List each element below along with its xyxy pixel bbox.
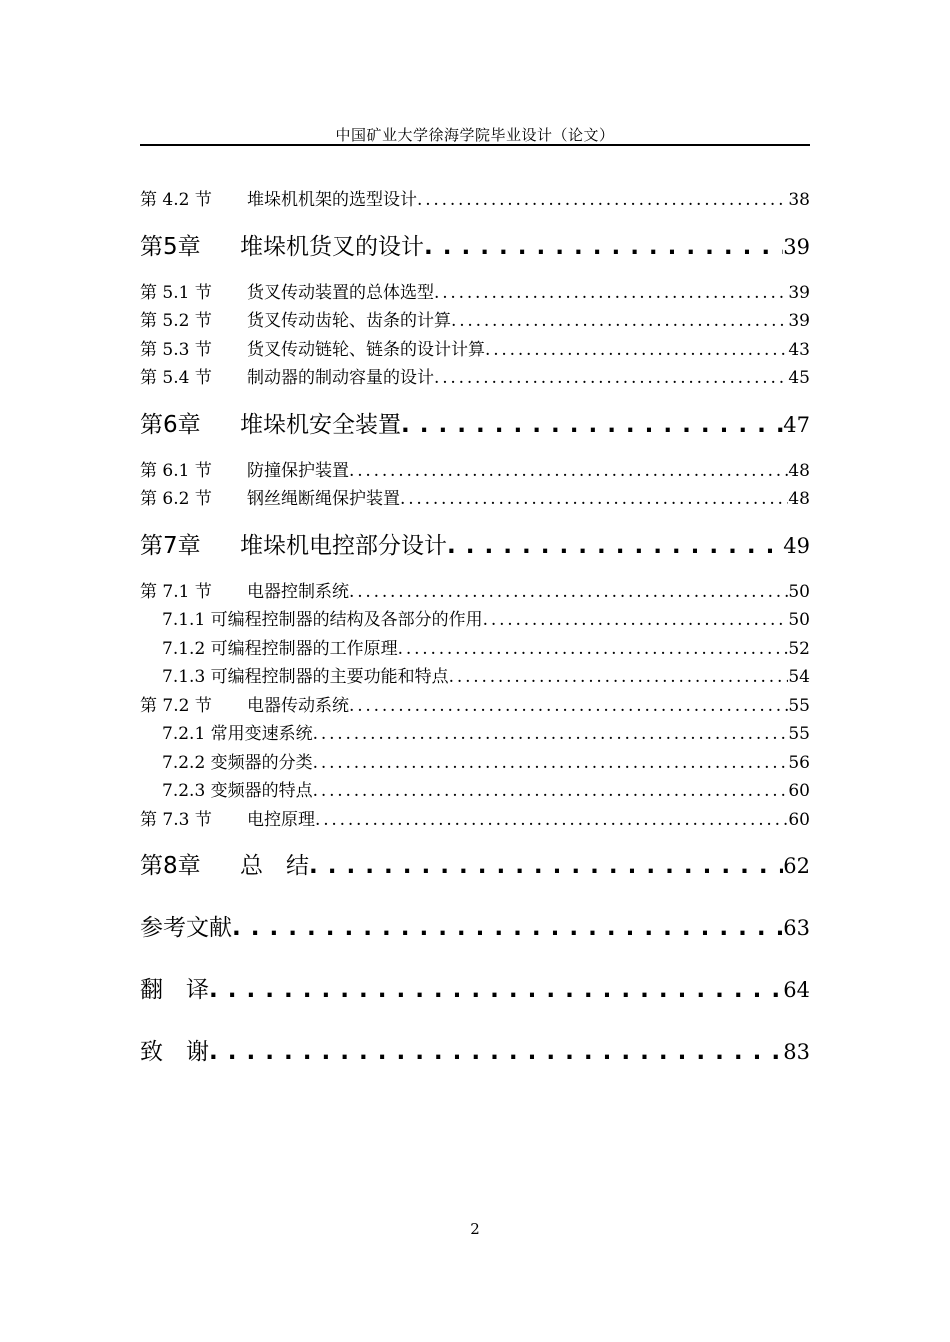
toc-subentry-7-1-3[interactable] [140,663,810,692]
toc-subentry-title: 7.2.1 常用变速系统 [162,724,313,744]
toc-entry-4-2[interactable] [140,186,810,215]
toc-subentry-title: 7.2.2 变频器的分类 [162,752,313,773]
toc-chapter-page: 47 [783,412,810,437]
toc-entry-7-1[interactable] [140,578,810,607]
toc-chapter-page: 39 [783,234,810,259]
toc-entry-title: 防撞保护装置 [247,460,349,481]
toc-entry-5-4[interactable] [140,364,810,393]
dot-leader [309,848,783,884]
running-header: 中国矿业大学徐海学院毕业设计（论文） [335,126,615,144]
dot-leader [401,407,783,443]
toc-entry-5-2[interactable] [140,307,810,336]
toc-entry-title: 堆垛机机架的选型设计 [247,190,417,210]
toc-entry-5-1[interactable] [140,279,810,308]
toc-chapter-title: 总 结 [240,853,309,879]
toc-entry-page: 38 [788,190,810,210]
toc-chapter-page: 62 [783,854,810,878]
dot-leader [451,307,788,336]
toc-references[interactable] [140,910,810,946]
toc-subentry-page: 50 [788,610,810,630]
toc-chapter-8[interactable] [140,848,810,884]
table-of-contents [140,186,810,1070]
toc-entry-page: 45 [788,368,810,388]
toc-entry-number: 第 5.1 节 [140,282,212,303]
toc-subentry-title: 7.1.1 可编程控制器的结构及各部分的作用 [162,610,483,630]
dot-leader [232,910,783,946]
toc-chapter-title: 致 谢 [140,1039,209,1065]
toc-entry-page: 48 [788,460,810,481]
dot-leader [400,485,788,514]
toc-entry-number: 第 7.2 节 [140,695,212,716]
dot-leader [434,364,788,393]
dot-leader [483,606,789,635]
toc-entry-6-1[interactable] [140,457,810,486]
toc-subentry-7-2-2[interactable] [140,749,810,778]
toc-entry-number: 第 5.3 节 [140,339,212,360]
toc-chapter-page: 83 [783,1040,810,1064]
toc-entry-page: 60 [788,809,810,830]
dot-leader [398,635,789,664]
toc-chapter-page: 49 [783,533,810,558]
dot-leader [209,1034,783,1070]
toc-chapter-title: 堆垛机安全装置 [240,411,401,438]
toc-chapter-5[interactable] [140,229,810,265]
toc-entry-page: 39 [788,282,810,303]
dot-leader [434,279,788,308]
toc-entry-page: 39 [788,311,810,331]
toc-entry-7-2[interactable] [140,692,810,721]
dot-leader [313,720,789,749]
toc-chapter-title: 参考文献 [140,915,232,941]
dot-leader [315,806,788,835]
dot-leader [209,972,783,1008]
dot-leader [349,457,788,486]
toc-chapter-number: 第8章 [140,853,201,879]
toc-entry-6-2[interactable] [140,485,810,514]
toc-chapter-title: 堆垛机电控部分设计 [240,532,447,559]
toc-subentry-page: 52 [788,638,810,659]
toc-chapter-title: 翻 译 [140,977,209,1003]
toc-entry-title: 货叉传动齿轮、齿条的计算 [247,311,451,331]
dot-leader [424,229,783,265]
toc-entry-number: 第 7.1 节 [140,581,212,602]
dot-leader [449,663,789,692]
toc-entry-title: 电器传动系统 [247,695,349,716]
toc-subentry-title: 7.1.2 可编程控制器的工作原理 [162,638,398,659]
toc-chapter-number: 第5章 [140,233,201,260]
toc-subentry-title: 7.2.3 变频器的特点 [162,781,313,801]
toc-entry-title: 制动器的制动容量的设计 [247,368,434,388]
toc-entry-number: 第 6.2 节 [140,489,212,509]
toc-chapter-7[interactable] [140,528,810,564]
toc-entry-number: 第 5.4 节 [140,368,212,388]
toc-chapter-page: 64 [783,978,810,1002]
toc-subentry-title: 7.1.3 可编程控制器的主要功能和特点 [162,667,449,687]
toc-entry-5-3[interactable] [140,336,810,365]
dot-leader [485,336,788,365]
dot-leader [313,777,789,806]
toc-entry-7-3[interactable] [140,806,810,835]
toc-subentry-7-1-1[interactable] [140,606,810,635]
dot-leader [447,528,783,564]
toc-acknowledgements[interactable] [140,1034,810,1070]
toc-subentry-7-1-2[interactable] [140,635,810,664]
toc-chapter-page: 63 [783,916,810,940]
toc-chapter-number: 第7章 [140,532,201,559]
toc-subentry-page: 55 [788,724,810,744]
toc-translation[interactable] [140,972,810,1008]
toc-entry-page: 48 [788,489,810,509]
toc-entry-title: 货叉传动装置的总体选型 [247,282,434,303]
toc-subentry-7-2-1[interactable] [140,720,810,749]
toc-entry-title: 电器控制系统 [247,581,349,602]
toc-entry-page: 50 [788,581,810,602]
toc-entry-number: 第 7.3 节 [140,809,212,830]
toc-chapter-number: 第6章 [140,411,201,438]
page-number: 2 [470,1220,480,1238]
toc-subentry-page: 54 [788,667,810,687]
toc-entry-page: 43 [788,339,810,360]
toc-entry-title: 电控原理 [247,809,315,830]
toc-subentry-page: 60 [788,781,810,801]
toc-entry-number: 第 4.2 节 [140,190,212,210]
toc-entry-title: 钢丝绳断绳保护装置 [247,489,400,509]
dot-leader [417,186,788,215]
dot-leader [349,692,788,721]
toc-entry-number: 第 6.1 节 [140,460,212,481]
dot-leader [313,749,789,778]
toc-entry-page: 55 [788,695,810,716]
toc-chapter-6[interactable] [140,407,810,443]
toc-subentry-7-2-3[interactable] [140,777,810,806]
toc-entry-title: 货叉传动链轮、链条的设计计算 [247,339,485,360]
header-rule [140,144,810,146]
toc-entry-number: 第 5.2 节 [140,311,212,331]
toc-chapter-title: 堆垛机货叉的设计 [240,233,424,260]
dot-leader [349,578,788,607]
toc-subentry-page: 56 [788,752,810,773]
